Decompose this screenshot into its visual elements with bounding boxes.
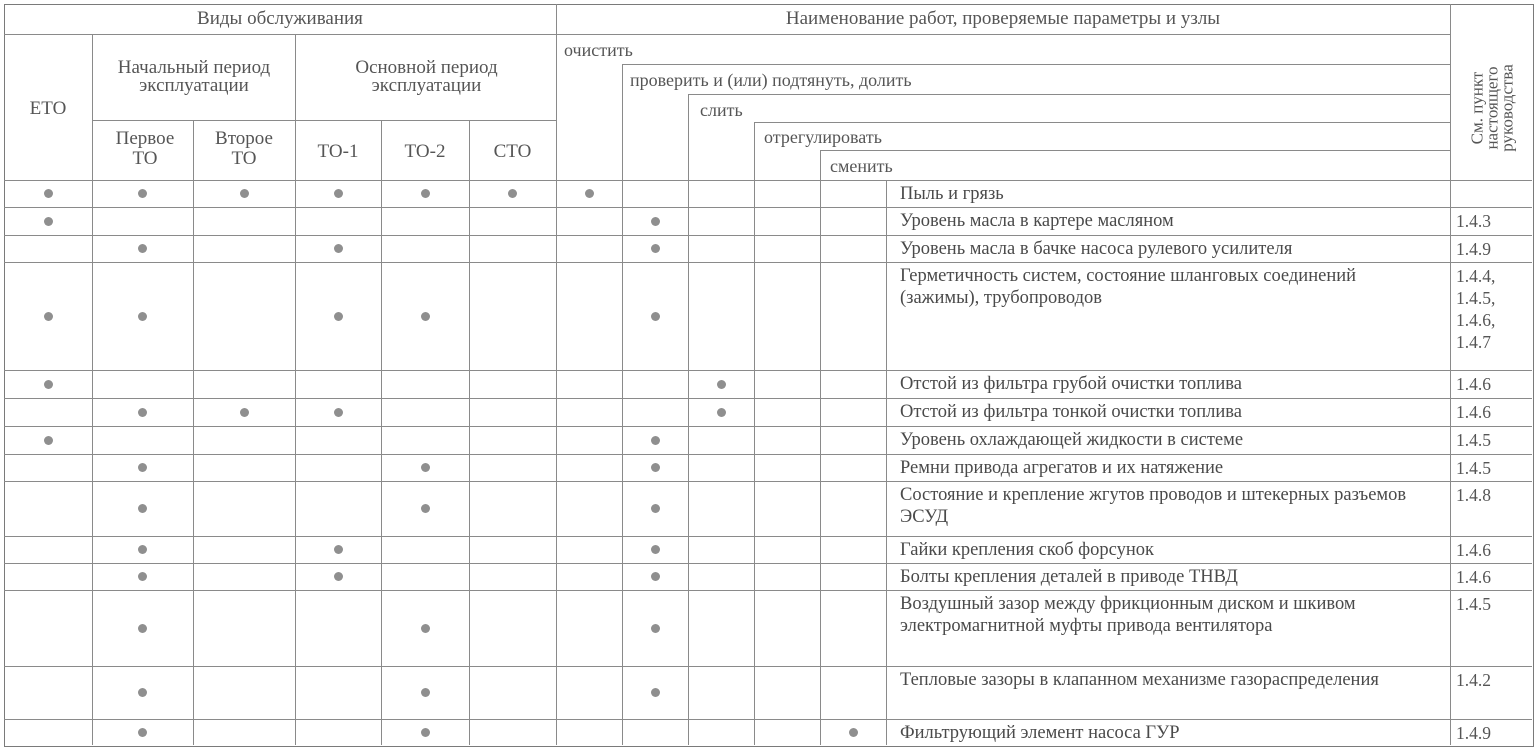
body-divider [556,180,557,745]
row-ref-text: 1.4.5 [1456,594,1491,614]
body-divider [469,180,470,745]
row-rule [4,370,1532,371]
row-item-text: Воздушный зазор между фрикционным диском и шкивом электромагнитной муфты привода вентилятора [900,594,1356,636]
action-adjust-label: отрегулировать [764,127,882,147]
first-to-header: Первое ТО [115,128,175,169]
mark-dot [421,312,430,321]
action-column-divider [688,94,689,745]
row-item-text: Тепловые зазоры в клапанном механизме газораспределения [900,670,1379,690]
row-ref-text: 1.4.2 [1456,670,1491,690]
mark-dot [651,545,660,554]
row-item-text: Гайки крепления скоб форсунок [900,540,1154,560]
row-rule [4,719,1532,720]
action-check-label: проверить и (или) подтянуть, долить [630,70,912,90]
action-step-rule [754,122,1450,123]
row-ref-text: 1.4.9 [1456,239,1491,259]
mark-dot [421,624,430,633]
header-divider [193,120,194,180]
work-names-header: Наименование работ, проверяемые параметры и узлы [785,8,1221,29]
row-rule [4,262,1532,263]
mark-dot [651,436,660,445]
mark-dot [421,189,430,198]
mark-dot [44,380,53,389]
mark-dot [421,504,430,513]
mark-dot [421,688,430,697]
row-rule [4,398,1532,399]
manual-ref-header: См. пункт настоящего руководства [1467,64,1517,152]
mark-dot [138,624,147,633]
row-ref-text: 1.4.6 [1456,540,1491,560]
mark-dot [717,380,726,389]
row-ref-text: 1.4.4, 1.4.5, 1.4.6, 1.4.7 [1456,266,1496,352]
body-divider [295,180,296,745]
mark-dot [138,463,147,472]
row-item-text: Болты крепления деталей в приводе ТНВД [900,567,1238,587]
mark-dot [651,624,660,633]
mark-dot [585,189,594,198]
row-rule [4,426,1532,427]
to1-header: ТО-1 [317,141,359,162]
mark-dot [334,545,343,554]
row-item-text: Состояние и крепление жгутов проводов и штекерных разъемов ЭСУД [900,485,1407,527]
mark-dot [240,408,249,417]
header-rule [92,120,556,121]
row-ref-text: 1.4.6 [1456,567,1491,587]
mark-dot [651,244,660,253]
action-column-divider [820,150,821,745]
row-rule [4,590,1532,591]
mark-dot [651,572,660,581]
row-item-text: Уровень масла в бачке насоса рулевого усилителя [900,239,1293,259]
mark-dot [138,312,147,321]
row-item-text: Пыль и грязь [900,184,1004,204]
action-column-divider [754,122,755,745]
mark-dot [334,244,343,253]
row-rule [4,454,1532,455]
action-step-rule [820,150,1450,151]
row-rule [4,563,1532,564]
mark-dot [138,504,147,513]
mark-dot [849,728,858,737]
action-replace-label: сменить [830,156,893,176]
header-rule [4,34,1450,35]
action-drain-label: слить [700,100,743,120]
row-item-text: Ремни привода агрегатов и их натяжение [900,458,1224,478]
mark-dot [44,312,53,321]
header-bottom-rule [4,180,1532,181]
mark-dot [651,463,660,472]
sto-header: СТО [493,141,532,162]
mark-dot [717,408,726,417]
row-ref-text: 1.4.8 [1456,485,1491,505]
mark-dot [138,189,147,198]
main-period-header: Основной период эксплуатации [355,57,498,96]
maintenance-table [4,4,1534,747]
mark-dot [44,217,53,226]
row-item-text: Отстой из фильтра тонкой очистки топлива [900,402,1243,422]
row-item-text: Отстой из фильтра грубой очистки топлива [900,374,1242,394]
mark-dot [508,189,517,198]
row-ref-text: 1.4.6 [1456,402,1491,422]
header-divider [92,34,93,180]
mark-dot [138,728,147,737]
row-ref-text: 1.4.9 [1456,723,1491,743]
row-item-text: Герметичность систем, состояние шланговых соединений (зажимы), трубопроводов [900,266,1357,308]
body-divider [92,180,93,745]
mark-dot [138,572,147,581]
mark-dot [651,688,660,697]
header-divider [556,4,557,180]
row-rule [4,481,1532,482]
row-item-text: Уровень масла в картере масляном [900,211,1174,231]
mark-dot [334,408,343,417]
mark-dot [651,217,660,226]
row-item-text: Уровень охлаждающей жидкости в системе [900,430,1244,450]
body-divider [381,180,382,745]
body-divider [193,180,194,745]
mark-dot [138,688,147,697]
action-step-rule [688,94,1450,95]
mark-dot [334,572,343,581]
row-rule [4,207,1532,208]
service-types-header: Виды обслуживания [197,8,363,29]
mark-dot [651,504,660,513]
row-ref-text: 1.4.3 [1456,211,1491,231]
mark-dot [44,189,53,198]
row-rule [4,666,1532,667]
action-column-divider [622,64,623,745]
item-column-divider [886,180,887,745]
mark-dot [421,463,430,472]
row-rule [4,235,1532,236]
mark-dot [138,244,147,253]
mark-dot [240,189,249,198]
mark-dot [44,436,53,445]
mark-dot [334,312,343,321]
action-clean-label: очистить [564,40,633,60]
mark-dot [334,189,343,198]
to2-header: ТО-2 [404,141,446,162]
action-step-rule [622,64,1450,65]
mark-dot [421,728,430,737]
row-ref-text: 1.4.5 [1456,458,1491,478]
row-rule [4,536,1532,537]
second-to-header: Второе ТО [215,128,273,169]
eto-header: ЕТО [29,98,67,119]
initial-period-header: Начальный период эксплуатации [117,57,271,96]
mark-dot [138,545,147,554]
mark-dot [138,408,147,417]
row-item-text: Фильтрующий элемент насоса ГУР [900,723,1180,743]
mark-dot [651,312,660,321]
row-ref-text: 1.4.5 [1456,430,1491,450]
row-ref-text: 1.4.6 [1456,374,1491,394]
